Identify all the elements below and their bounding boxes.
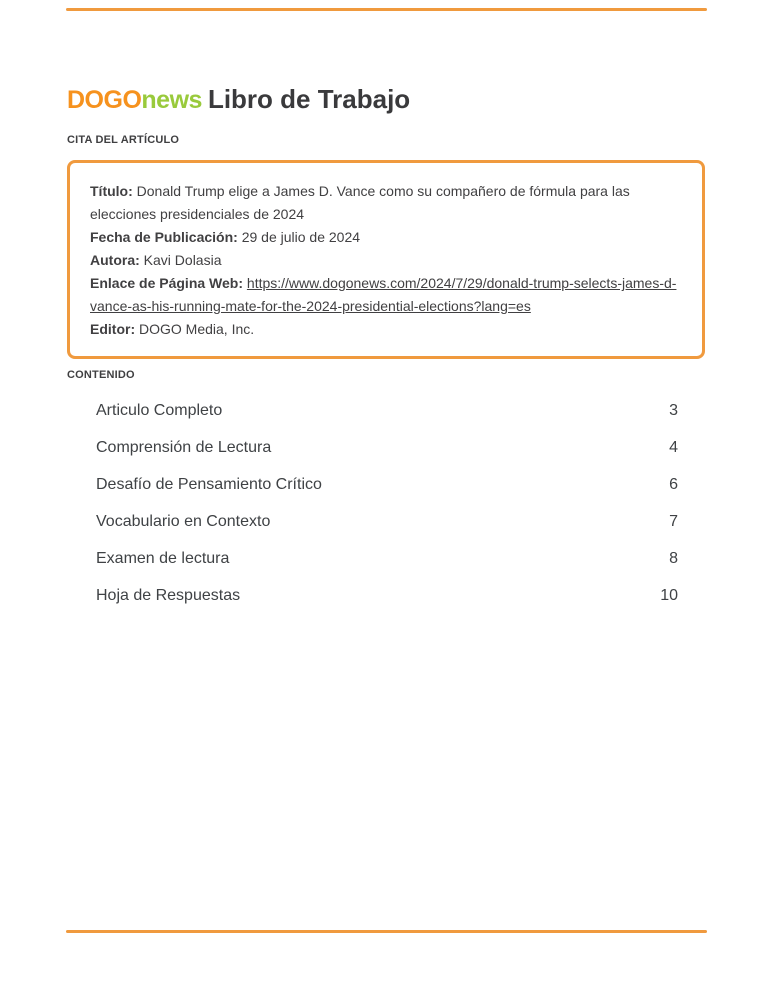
citation-field-date	[90, 226, 682, 249]
logo-news-text: news	[141, 86, 202, 114]
toc-item-label: Articulo Completo	[96, 401, 223, 419]
toc-row-vocabulary	[96, 503, 678, 540]
toc-row-critical-thinking	[96, 466, 678, 503]
toc-item-label: Comprensión de Lectura	[96, 438, 272, 456]
toc-item-label: Examen de lectura	[96, 549, 230, 567]
table-of-contents	[96, 392, 678, 614]
toc-item-page-number: 8	[669, 549, 678, 567]
toc-item-label: Hoja de Respuestas	[96, 586, 241, 604]
toc-item-page-number: 6	[669, 475, 678, 493]
contents-section-heading: CONTENIDO	[67, 369, 135, 381]
citation-field-link	[90, 272, 682, 318]
toc-item-page-number: 3	[669, 401, 678, 419]
top-rule	[66, 8, 707, 11]
citation-value-title: Donald Trump elige a James D. Vance como su compañero de fórmula para las elecciones presidenciales de 2024	[90, 183, 630, 222]
page-header	[67, 84, 410, 119]
citation-label-link: Enlace de Página Web:	[90, 275, 244, 291]
toc-row-reading-comprehension	[96, 429, 678, 466]
toc-row-full-article	[96, 392, 678, 429]
citation-value-author: Kavi Dolasia	[143, 252, 222, 268]
dogonews-logo	[67, 86, 202, 114]
citation-field-publisher	[90, 318, 682, 341]
bottom-rule	[66, 930, 707, 933]
toc-item-page-number: 7	[669, 512, 678, 530]
page-title: Libro de Trabajo	[207, 84, 411, 114]
citation-label-publisher: Editor:	[90, 321, 136, 337]
citation-label-author: Autora:	[90, 252, 140, 268]
citation-label-date: Fecha de Publicación:	[90, 229, 238, 245]
citation-label-title: Título:	[90, 183, 133, 199]
logo-dogo-text: DOGO	[67, 86, 142, 114]
article-url-link[interactable]: https://www.dogonews.com/2024/7/29/donald-trump-selects-james-d-vance-as-his-running-mate-for-the-2024-presidential-elections?lang=es	[90, 275, 677, 314]
citation-field-author	[90, 249, 682, 272]
citation-value-date: 29 de julio de 2024	[241, 229, 361, 245]
citation-field-title	[90, 180, 682, 226]
toc-row-reading-quiz	[96, 540, 678, 577]
citation-section-heading: CITA DEL ARTÍCULO	[67, 134, 180, 146]
toc-item-label: Vocabulario en Contexto	[96, 512, 271, 530]
citation-box	[67, 160, 705, 359]
toc-item-page-number: 10	[660, 586, 678, 604]
toc-item-page-number: 4	[669, 438, 678, 456]
toc-row-answer-sheet	[96, 577, 678, 614]
citation-value-publisher: DOGO Media, Inc.	[139, 321, 255, 337]
toc-item-label: Desafío de Pensamiento Crítico	[96, 475, 322, 493]
